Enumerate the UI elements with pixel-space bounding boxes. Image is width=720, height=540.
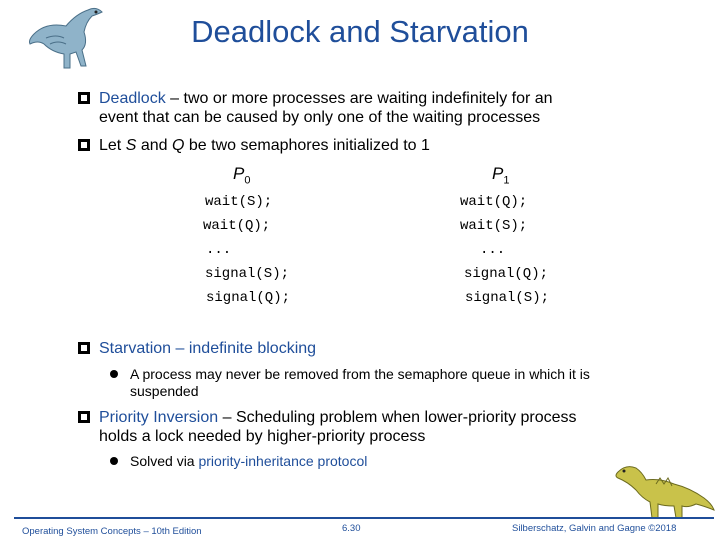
let-prefix: Let	[99, 137, 122, 154]
starvation-sub	[130, 366, 690, 400]
priority-definition-1: Scheduling problem when lower-priority process	[235, 409, 577, 426]
priority-sub	[130, 453, 550, 470]
starvation-sub-1: A process may never be removed from the semaphore queue in which it is	[130, 366, 590, 382]
let-suffix: be two semaphores initialized to 1	[188, 137, 430, 154]
starvation-definition: indefinite blocking	[188, 340, 317, 357]
starvation-term: Starvation	[99, 340, 172, 357]
starvation-sub-2: suspended	[130, 383, 199, 399]
priority-definition-2: holds a lock needed by higher-priority process	[99, 428, 426, 445]
p0-line-4: signal(S);	[205, 266, 290, 282]
deadlock-definition-2: event that can be caused by only one of the waiting processes	[99, 109, 541, 126]
let-var-q: Q	[171, 137, 185, 154]
deadlock-dash: –	[165, 90, 184, 107]
slide-title: Deadlock and Starvation	[191, 14, 529, 49]
starvation-dash: –	[171, 340, 189, 357]
deadlock-term: Deadlock	[99, 90, 166, 107]
p1-sub: 1	[503, 174, 510, 187]
p1-line-5: signal(S);	[465, 290, 550, 306]
p1-name: P	[492, 164, 504, 183]
p0-heading	[233, 164, 250, 186]
footer-left: Operating System Concepts – 10th Edition	[22, 526, 202, 537]
footer-right: Silberschatz, Galvin and Gagne ©2018	[512, 523, 677, 534]
p0-line-2: wait(Q);	[203, 218, 271, 234]
footer-divider	[14, 517, 714, 519]
bullet-starvation-sub-marker	[110, 370, 118, 378]
priority-dash: –	[218, 409, 236, 426]
deadlock-definition-1: two or more processes are waiting indefinitely for an	[183, 90, 553, 107]
p1-line-4: signal(Q);	[464, 266, 549, 282]
p1-heading	[492, 164, 509, 186]
deadlock-bullet	[99, 89, 699, 127]
p1-line-1: wait(Q);	[460, 194, 528, 210]
priority-sub-term: priority-inheritance protocol	[198, 453, 368, 469]
priority-bullet	[99, 408, 699, 446]
let-bullet	[99, 136, 699, 155]
let-var-s: S	[125, 137, 137, 154]
p1-line-3: ...	[480, 242, 506, 258]
p0-line-1: wait(S);	[205, 194, 273, 210]
p0-line-3: ...	[206, 242, 232, 258]
bullet-priority-marker	[78, 411, 90, 423]
let-and: and	[140, 137, 168, 154]
bullet-let-marker	[78, 139, 90, 151]
p0-name: P	[233, 164, 245, 183]
starvation-bullet	[99, 339, 699, 358]
p0-line-5: signal(Q);	[206, 290, 291, 306]
priority-term: Priority Inversion	[99, 409, 219, 426]
bullet-priority-sub-marker	[110, 457, 118, 465]
bullet-starvation-marker	[78, 342, 90, 354]
footer-center: 6.30	[342, 523, 361, 534]
p0-sub: 0	[244, 174, 251, 187]
priority-sub-prefix: Solved via	[130, 453, 199, 469]
bullet-deadlock-marker	[78, 92, 90, 104]
dinosaur-bottom-icon	[612, 458, 716, 520]
p1-line-2: wait(S);	[460, 218, 528, 234]
